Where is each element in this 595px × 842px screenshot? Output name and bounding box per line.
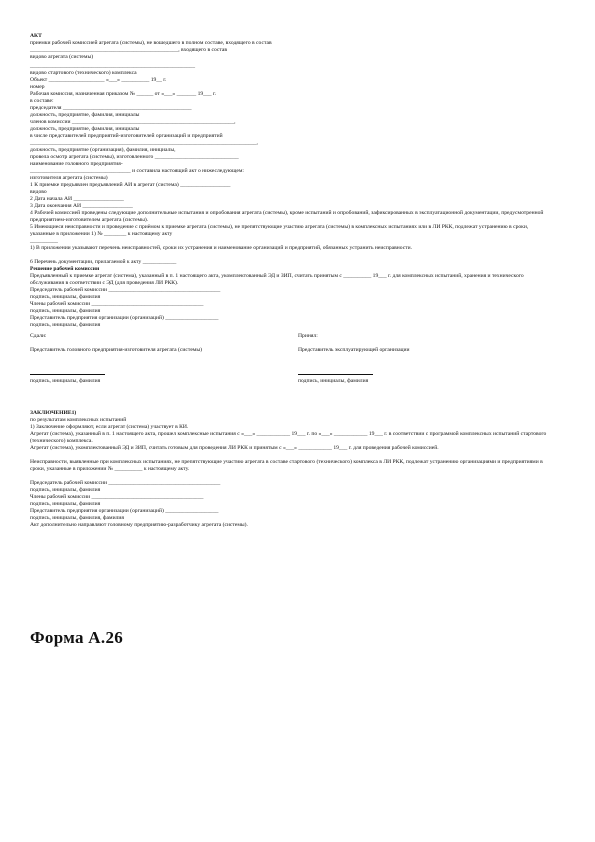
signature-block-right — [298, 333, 543, 385]
signature-right-line — [298, 368, 373, 375]
document-line: 1) Заключение оформляют, если агрегат (система) участвует в КИ. — [30, 424, 189, 430]
document-line: Представитель предприятия организации (организаций) ___________________ — [30, 315, 219, 321]
document-line: ЗАКЛЮЧЕНИЕ1) — [30, 410, 77, 416]
document-line: 4 Рабочей комиссией проведены следующие дополнительные испытания и опробования агрегата (системы), кроме испытаний и опробований, зафиксированных в эксплуатационной документации, предусмотренной предприятием-изготовителем агрегата (системы). — [30, 210, 544, 223]
document-line: видово стартового (технического) комплекса — [30, 70, 137, 76]
document-line: видово агрегата (системы) — [30, 54, 94, 60]
form-title: Форма А.26 — [30, 628, 124, 647]
document-line: 2 Дата начала АИ __________________ — [30, 196, 124, 202]
document-line: видово — [30, 189, 47, 195]
document-line: подпись, инициалы, фамилия — [30, 308, 101, 314]
document-line: в составе: — [30, 98, 54, 104]
document-line: Рабочая комиссия, назначенная приказом № ______ от «___» _______ 19___ г. — [30, 91, 217, 97]
document-line: должность, предприятие, фамилия, инициалы — [30, 112, 140, 118]
document-line: членов комиссии __________________________________________________________, — [30, 119, 236, 125]
document-line: Объект ____________________ «___» __________ 19__ г. — [30, 77, 167, 83]
signature-right-caption: подпись, инициалы, фамилия — [298, 378, 369, 384]
document-line: _____________________________________________________, входящего в состав — [30, 47, 228, 53]
signature-left-line — [30, 368, 105, 375]
document-line: Председатель рабочей комиссии ________________________________________ — [30, 287, 221, 293]
document-line: должность, предприятие, фамилия, инициалы — [30, 126, 140, 132]
document-line: 6 Перечень документации, прилагаемой к акту ____________ — [30, 259, 177, 265]
document-line: АКТ — [30, 33, 42, 39]
document-line: номер — [30, 84, 45, 90]
signature-left-role: Представитель головного предприятия-изготовителя агрегата (системы) — [30, 347, 202, 353]
document-line: Акт дополнительно направляют головному предприятию-разработчику агрегата (системы). — [30, 522, 248, 528]
document-line: _________________________________________________________________________________, — [30, 140, 258, 146]
document-line: 1 К приемке предъявлен предъявлений АИ в агрегат (система) __________________ — [30, 182, 231, 188]
document-line: в числе представителей предприятий-изготовителей организаций и предприятий — [30, 133, 223, 139]
document-line: Председатель рабочей комиссии ________________________________________ — [30, 480, 221, 486]
document-line: провела осмотр агрегата (системы), изготовленного ______________________________ — [30, 154, 239, 160]
document-line: Члены рабочей комиссии ________________________________________ — [30, 494, 204, 500]
document-line: подпись, инициалы, фамилия — [30, 487, 101, 493]
signature-left-caption: подпись, инициалы, фамилия — [30, 378, 101, 384]
document-line: Предъявленный к приемке агрегат (система), указанный в п. 1 настоящего акта, укомплектованный ЭД и ЗИП, считать принятым с __________ 19___ г. для комплексных испытаний, хранения и технического обслуживания в соответствии с ЭД (для проведения ЛИ РКК). — [30, 273, 524, 286]
document-line: подпись, инициалы, фамилия — [30, 294, 101, 300]
document-line: Решение рабочей комиссии — [30, 266, 100, 272]
document-line: должность, предприятие (организация), фамилия, инициалы, — [30, 147, 176, 153]
document-line: Члены рабочей комиссии ________________________________________ — [30, 301, 204, 307]
document-line: приемки рабочей комиссией агрегата (системы), не вошедшего в полном составе, входящего в состав — [30, 40, 272, 46]
document-line: 3 Дата окончания АИ __________________ — [30, 203, 133, 209]
document-line: Агрегат (система), указанный в п. 1 настоящего акта, прошел комплексные испытания с «___» ____________ 19___ г. по «___» ____________ 19___ г. в соответствии с программой комплексных испытаний стартового (технического) комплекса. — [30, 431, 547, 444]
document-line: председателя ______________________________________________ — [30, 105, 192, 111]
document-line: по результатам комплексных испытаний — [30, 417, 127, 423]
document-line: Представитель предприятия организации (организаций) ___________________ — [30, 508, 219, 514]
document-line: __________ — [30, 238, 58, 244]
document-line: 1) В приложении указывают перечень неисправностей, сроки их устранения и наименование организаций и предприятий, обязанных устранить неисправности. — [30, 245, 413, 251]
document-line: ____________________________________ и составила настоящий акт о нижеследующем: — [30, 168, 244, 174]
signature-right-heading: Принял: — [298, 333, 318, 339]
document-line: изготовителя агрегата (системы) — [30, 175, 108, 181]
document-line: Неисправности, выявленные при комплексных испытаниях, не препятствующие участию агрегата в составе стартового (технического) комплекса в ЛИ РКК, подлежат устранению организациями и предприятиями в сроки, указанные в приложении № __________ к настоящему акту. — [30, 459, 543, 472]
signature-right-role: Представитель эксплуатирующей организации — [298, 347, 410, 353]
document-line: ___________________________________________________________ — [30, 63, 196, 69]
signature-block-left — [30, 333, 275, 385]
document-line: подпись, инициалы, фамилия — [30, 322, 101, 328]
document-line: Агрегат (система), укомплектованный ЭД и ЗИП, считать готовым для проведения ЛИ РКК и принятым с «___» ____________ 19___ г. для проведения рабочей комиссией. — [30, 445, 439, 451]
document-line: подпись, инициалы, фамилия — [30, 501, 101, 507]
document-line: 5 Имеющиеся неисправности и проведение с приёмом к приемке агрегата (системы), не препятствующие участию агрегата (системы) в комплексных испытаниях или в ЛИ РКК, подлежат устранению в сроки, указанные в приложении 1) № ________ к настоящему акту — [30, 224, 529, 237]
document-line: наименование головного предприятия- — [30, 161, 123, 167]
signature-left-heading: Сдали: — [30, 333, 47, 339]
document-line: подпись, инициалы, фамилия, фамилия — [30, 515, 124, 521]
